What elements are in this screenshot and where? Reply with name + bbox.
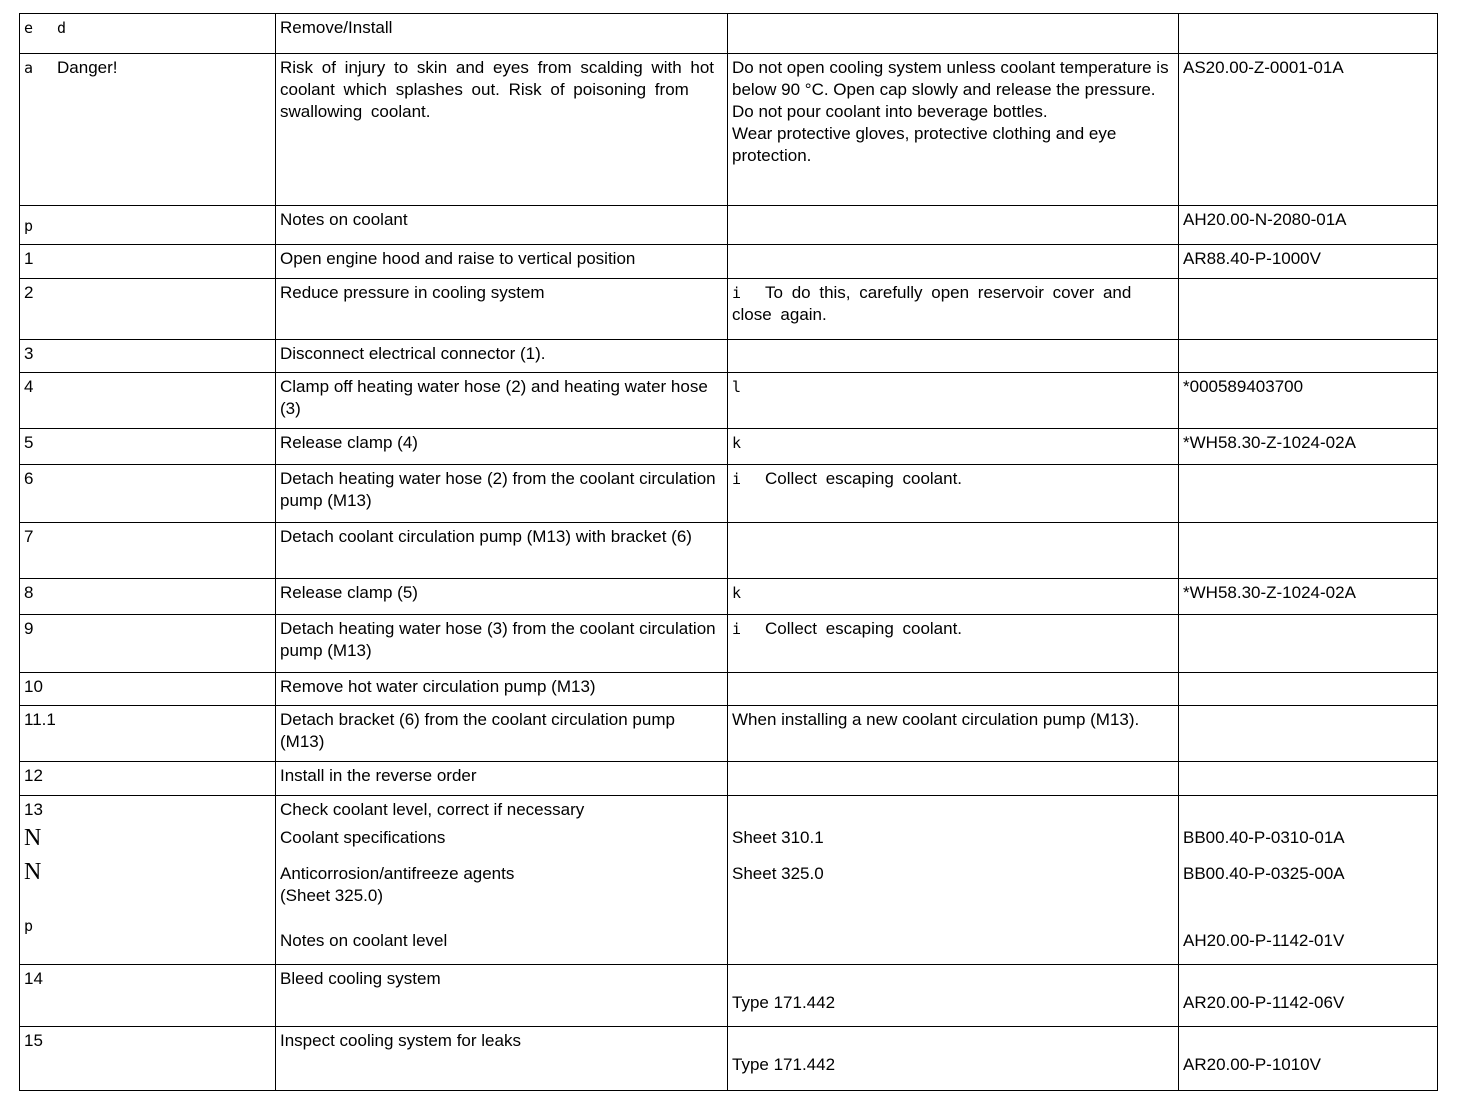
- sub-text-anticorrosion: Anticorrosion/antifreeze agents (Sheet 325.0): [280, 864, 515, 905]
- step-ref-cell: [1179, 1027, 1438, 1091]
- step-text: Open engine hood and raise to vertical position: [276, 245, 728, 279]
- step-number: 7: [20, 523, 276, 579]
- step-number: 8: [20, 579, 276, 615]
- step-text: Disconnect electrical connector (1).: [276, 340, 728, 373]
- step-number: 5: [20, 429, 276, 465]
- step-reference[interactable]: AR20.00-P-1142-06V: [1183, 993, 1345, 1012]
- step-number: 10: [20, 673, 276, 706]
- header-symbols-cell: [20, 14, 276, 54]
- step-note: When installing a new coolant circulation pump (M13).: [728, 706, 1179, 762]
- note-n-icon: N: [24, 825, 42, 851]
- ref-anticorrosion[interactable]: BB00.40-P-0325-00A: [1183, 864, 1345, 883]
- step-row: [20, 762, 1438, 796]
- danger-precaution-2: Wear protective gloves, protective clothing and eye protection.: [732, 124, 1117, 165]
- step-note: To do this, carefully open reservoir cover and close again.: [732, 283, 1132, 324]
- step-reference[interactable]: *WH58.30-Z-1024-02A: [1179, 429, 1438, 465]
- step-reference[interactable]: AR88.40-P-1000V: [1179, 245, 1438, 279]
- step-number: 1: [20, 245, 276, 279]
- step-number: 3: [20, 340, 276, 373]
- step-text: Remove hot water circulation pump (M13): [276, 673, 728, 706]
- header-row: [20, 14, 1438, 54]
- step-row: [20, 279, 1438, 340]
- step-number: 15: [20, 1027, 276, 1091]
- step-number: 6: [20, 465, 276, 523]
- procedure-table: [19, 13, 1438, 1091]
- ref-notes-level[interactable]: AH20.00-P-1142-01V: [1183, 931, 1345, 950]
- ref-coolant-spec[interactable]: BB00.40-P-0310-01A: [1183, 828, 1345, 847]
- step-row: [20, 615, 1438, 673]
- step-number: 2: [20, 279, 276, 340]
- remove-symbol-icon: e: [24, 19, 34, 37]
- step-row: [20, 465, 1438, 523]
- step-number: 4: [20, 373, 276, 429]
- step-number: 12: [20, 762, 276, 796]
- step-text: Detach heating water hose (2) from the coolant circulation pump (M13): [276, 465, 728, 523]
- clamp-icon: k: [732, 434, 742, 452]
- note-n-icon: N: [24, 859, 42, 885]
- step-reference[interactable]: *000589403700: [1179, 373, 1438, 429]
- step-row: [20, 340, 1438, 373]
- step-text: Reduce pressure in cooling system: [276, 279, 728, 340]
- step-ref-cell: [1179, 965, 1438, 1027]
- step-row: [20, 373, 1438, 429]
- step-note-cell: [728, 965, 1179, 1027]
- notes-text: Notes on coolant: [276, 206, 728, 245]
- step-13-symbols: [20, 796, 276, 965]
- sub-text-notes-level: Notes on coolant level: [280, 931, 448, 950]
- step-note-cell: [728, 465, 1179, 523]
- notes-symbol-cell: [20, 206, 276, 245]
- step-text: Clamp off heating water hose (2) and heating water hose (3): [276, 373, 728, 429]
- step-row: [20, 429, 1438, 465]
- step-number: 9: [20, 615, 276, 673]
- notes-book-icon: p: [24, 917, 34, 935]
- step-13-notes: [728, 796, 1179, 965]
- step-note-cell: [728, 615, 1179, 673]
- info-icon: i: [732, 620, 742, 638]
- step-row: [20, 245, 1438, 279]
- step-text: Release clamp (4): [276, 429, 728, 465]
- sheet-325: Sheet 325.0: [732, 864, 824, 883]
- danger-reference[interactable]: AS20.00-Z-0001-01A: [1179, 54, 1438, 206]
- type-note: Type 171.442: [732, 993, 836, 1012]
- step-text: Check coolant level, correct if necessary: [280, 800, 585, 819]
- danger-label-cell: [20, 54, 276, 206]
- danger-risk-text: Risk of injury to skin and eyes from scalding with hot coolant which splashes out. Risk of poisoning from swallowing coolant.: [276, 54, 728, 206]
- step-text: Detach coolant circulation pump (M13) with bracket (6): [276, 523, 728, 579]
- danger-precaution-1: Do not open cooling system unless coolant temperature is below 90 °C. Open cap slowly and release the pressure. Do not pour coolant into beverage bottles.: [732, 58, 1169, 121]
- step-text: Detach bracket (6) from the coolant circulation pump (M13): [276, 706, 728, 762]
- sheet-310: Sheet 310.1: [732, 828, 824, 847]
- step-note: Collect escaping coolant.: [765, 469, 963, 488]
- step-note-cell: [728, 579, 1179, 615]
- step-row: [20, 673, 1438, 706]
- step-row-15: [20, 1027, 1438, 1091]
- danger-row: [20, 54, 1438, 206]
- step-note-cell: [728, 279, 1179, 340]
- step-note-cell: [728, 1027, 1179, 1091]
- step-row-13: [20, 796, 1438, 965]
- step-13-texts: [276, 796, 728, 965]
- type-note: Type 171.442: [732, 1055, 836, 1074]
- step-row: [20, 706, 1438, 762]
- info-icon: i: [732, 284, 742, 302]
- step-text: Inspect cooling system for leaks: [276, 1027, 728, 1091]
- step-text: Bleed cooling system: [276, 965, 728, 1027]
- step-row: [20, 579, 1438, 615]
- header-title: Remove/Install: [276, 14, 728, 54]
- step-text: Install in the reverse order: [276, 762, 728, 796]
- step-reference[interactable]: *WH58.30-Z-1024-02A: [1179, 579, 1438, 615]
- step-note-cell: [728, 429, 1179, 465]
- install-symbol-icon: d: [57, 19, 67, 37]
- info-icon: i: [732, 470, 742, 488]
- step-note: Collect escaping coolant.: [765, 619, 963, 638]
- step-note-cell: [728, 373, 1179, 429]
- step-row-14: [20, 965, 1438, 1027]
- step-text: Release clamp (5): [276, 579, 728, 615]
- step-row: [20, 523, 1438, 579]
- step-13-refs: [1179, 796, 1438, 965]
- clamp-icon: k: [732, 584, 742, 602]
- step-text: Detach heating water hose (3) from the coolant circulation pump (M13): [276, 615, 728, 673]
- danger-precaution-cell: [728, 54, 1179, 206]
- step-reference[interactable]: AR20.00-P-1010V: [1183, 1055, 1321, 1074]
- step-number: 11.1: [20, 706, 276, 762]
- notes-row: [20, 206, 1438, 245]
- sub-text-coolant-spec: Coolant specifications: [280, 828, 446, 847]
- notes-reference[interactable]: AH20.00-N-2080-01A: [1179, 206, 1438, 245]
- notes-book-icon: p: [24, 217, 34, 235]
- step-number: 14: [20, 965, 276, 1027]
- danger-warning-icon: a: [24, 59, 34, 77]
- tool-icon: l: [732, 378, 742, 396]
- step-number: 13: [24, 800, 43, 819]
- danger-label: Danger!: [57, 58, 118, 77]
